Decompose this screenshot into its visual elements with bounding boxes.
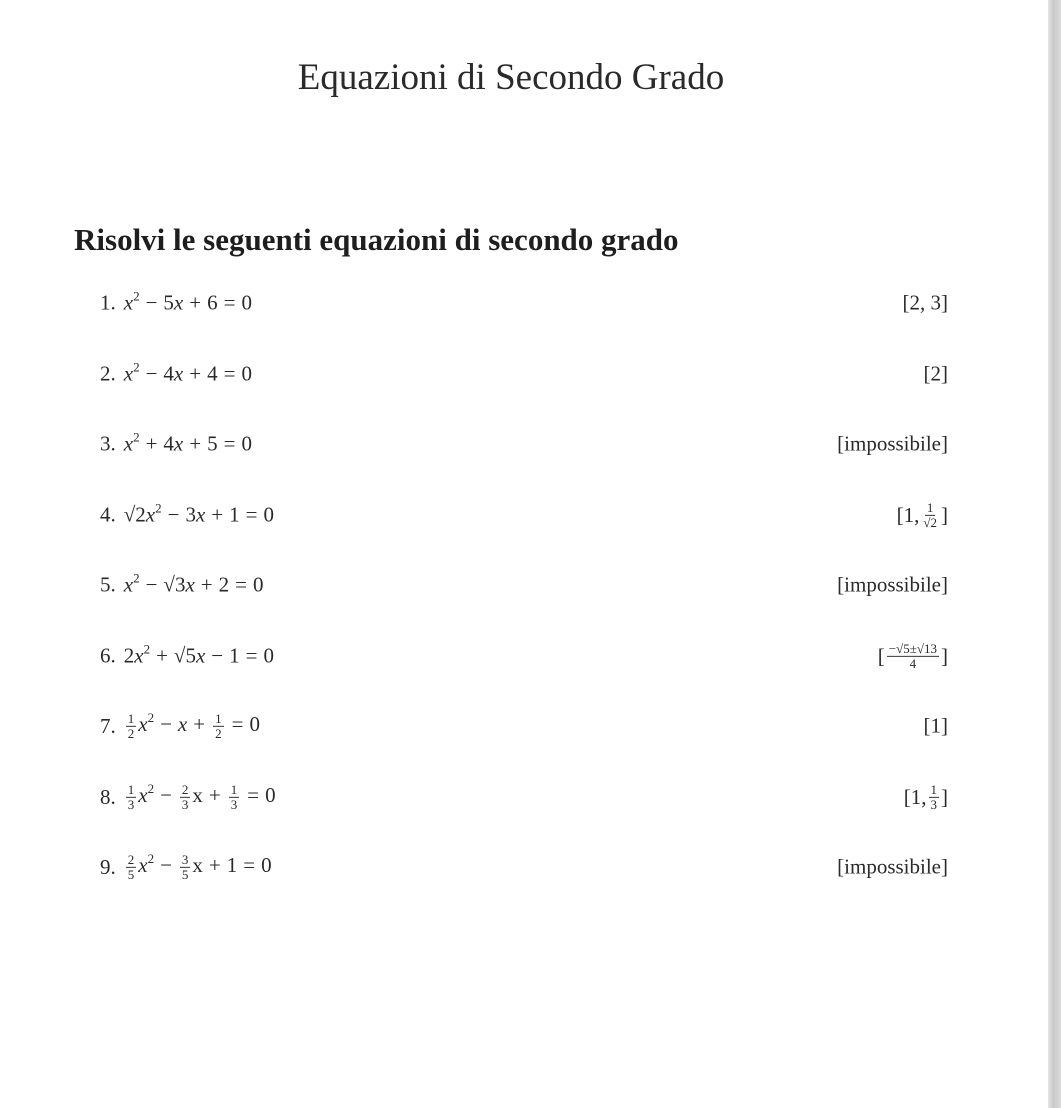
exercise-number: 9. bbox=[100, 854, 116, 879]
exercise-answer: [impossibile] bbox=[837, 572, 948, 597]
exercise-equation bbox=[100, 429, 252, 457]
exercise-answer: [2, 3] bbox=[902, 290, 948, 315]
exercise-equation bbox=[100, 641, 274, 669]
equation-text: $x^2 + 4x + 5 = 0$ bbox=[123, 429, 252, 456]
exercise-row bbox=[100, 424, 948, 464]
exercise-number: 5. bbox=[100, 572, 116, 597]
exercise-answer: [1, $\frac{1}{√2}$ ] bbox=[896, 499, 948, 530]
exercise-row bbox=[100, 495, 948, 535]
exercise-answer: [1, $\frac{1}{3}$ ] bbox=[903, 781, 948, 812]
equation-text: $√2x^2 - 3x + 1 = 0$ bbox=[123, 500, 274, 527]
exercise-number: 8. bbox=[100, 784, 116, 809]
exercise-answer: [impossibile] bbox=[837, 854, 948, 879]
page-edge bbox=[1048, 0, 1061, 1108]
equation-text: $\frac{1}{3}$ $x^2$ − $\frac{2}{3}$ x + $\frac{1}{3}$ = 0 bbox=[127, 780, 276, 812]
exercise-row bbox=[100, 777, 948, 817]
exercise-row bbox=[100, 636, 948, 676]
equation-text: $\frac{2}{5}$ $x^2$ − $\frac{3}{5}$ x + 1 = 0 bbox=[127, 850, 272, 882]
exercise-equation bbox=[100, 709, 260, 741]
exercise-equation bbox=[100, 359, 252, 387]
exercise-number: 2. bbox=[100, 361, 116, 386]
exercise-number: 6. bbox=[100, 643, 116, 668]
exercise-equation bbox=[100, 570, 264, 598]
equation-text: $x^2 - √3x + 2 = 0$ bbox=[123, 570, 264, 597]
exercise-equation bbox=[100, 288, 252, 316]
equation-text: $x^2 - 5x + 6 = 0$ bbox=[123, 288, 252, 315]
exercise-answer: [1] bbox=[923, 713, 948, 738]
section-heading: Risolvi le seguenti equazioni di secondo grado bbox=[74, 222, 679, 257]
exercise-row bbox=[100, 565, 948, 605]
exercise-answer: [ $\frac{-√5\pm√13}{4}$ ] bbox=[877, 640, 948, 671]
exercise-number: 4. bbox=[100, 502, 116, 527]
exercise-row bbox=[100, 847, 948, 887]
exercise-equation bbox=[100, 500, 274, 528]
exercise-number: 3. bbox=[100, 431, 116, 456]
exercise-answer: [impossibile] bbox=[837, 431, 948, 456]
exercise-row bbox=[100, 354, 948, 394]
exercise-equation bbox=[100, 780, 276, 812]
equation-text: $2x^2 + √5x - 1 = 0$ bbox=[123, 641, 274, 668]
exercise-equation bbox=[100, 850, 272, 882]
equation-text: $\frac{1}{2}$ $x^2 - x$ + $\frac{1}{2}$ = 0 bbox=[127, 709, 260, 741]
exercise-number: 1. bbox=[100, 290, 116, 315]
exercise-answer: [2] bbox=[923, 361, 948, 386]
equation-text: $x^2 - 4x + 4 = 0$ bbox=[123, 359, 252, 386]
exercise-row bbox=[100, 706, 948, 746]
exercise-row bbox=[100, 283, 948, 323]
exercise-number: 7. bbox=[100, 713, 116, 738]
page-title: Equazioni di Secondo Grado bbox=[297, 57, 725, 98]
